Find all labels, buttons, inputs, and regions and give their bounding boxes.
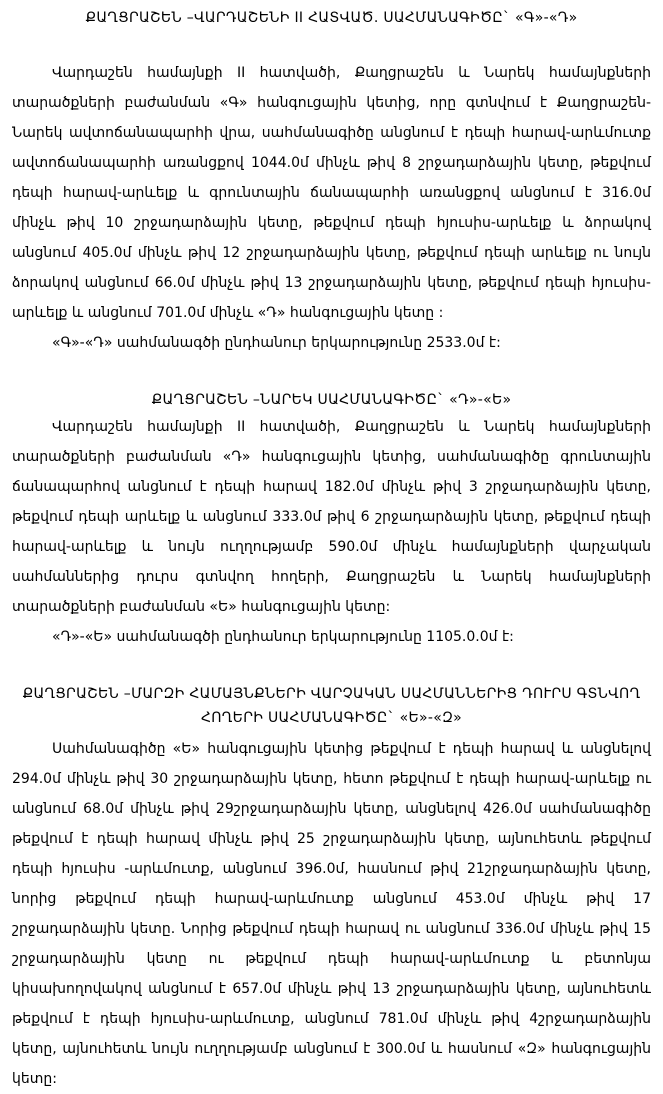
section-3-heading-line-2: ՀՈՂԵՐԻ ՍԱՀՄԱՆԱԳԻԾԸ` «Ե»-«Զ» (200, 710, 463, 726)
section-3-body: Սահմանագիծը «Ե» հանգուցային կետից թեքվում է դեպի հարավ և անցնելով 294.0մ մինչև թիվ 30 շրջադարձային կետը, հետո թեքվում է դեպի հարավ-արևելք ու անցնում 68.0մ մինչև թիվ 29շրջադարձային կետը, անցնելով 426.0մ սահմանագիծը թեքվում է դեպի հարավ մինչև թիվ 25 շրջադարձային կետը, այնուհետև թեքվում դեպի հյուսիս -արևմուտք, անցնում 396.0մ, հասնում թիվ 21շրջադարձային կետը, նորից թեքվում դեպի հարավ-արևմուտք անցնում 453.0մ մինչև թիվ 17 շրջադարձային կետը. Նորից թեքվում դեպի հարավ ու անցնում 336.0մ մինչև թիվ 15 շրջադարձային կետը ու թեքվում դեպի հարավ-արևմուտք և բետոնյա կիսախողովակով անցնում է 657.0մ մինչև թիվ 13 շրջադարձային կետը, այնուհետև թեքվում է դեպի հյուսիս-արևմուտք, անցնում 781.0մ մինչև թիվ 4շրջադարձային կետը, այնուհետև նույն ուղղությամբ անցնում է 300.0մ և հասնում «Զ» հանգուցային կետը: (12, 741, 651, 1087)
section-2-heading: ՔԱՂՑՐԱՇԵՆ –ՆԱՐԵԿ ՍԱՀՄԱՆԱԳԻԾԸ` «Դ»-«Ե» (151, 392, 512, 408)
section-1-heading: ՔԱՂՑՐԱՇԵՆ –ՎԱՐԴԱՇԵՆԻ II ՀԱՏՎԱԾ. ՍԱՀՄԱՆԱԳԻԾԸ` «Գ»-«Դ» (85, 10, 578, 26)
section-1-body: Վարդաշեն համայնքի II հատվածի, Քաղցրաշեն և Նարեկ համայնքների տարածքների բաժանման «Գ» հանգուցային կետից, որը գտնվում է Քաղցրաշեն-Նարեկ ավտոճանապարհի վրա, սահմանագիծը անցնում է դեպի հարավ-արևմուտք ավտոճանապարհի առանցքով 1044.0մ մինչև թիվ 8 շրջադարձային կետը, թեքվում դեպի հարավ-արևելք և գրունտային ճանապարհի առանցքով անցնում է 316.0մ մինչև թիվ 10 շրջադարձային կետը, թեքվում դեպի հյուսիս-արևելք և ձորակով անցնում 405.0մ մինչև թիվ 12 շրջադարձային կետը, թեքվում դեպի արևելք ու նույն ձորակով անցնում 66.0մ մինչև թիվ 13 շրջադարձային կետը, թեքվում դեպի հյուսիս-արևելք և անցնում 701.0մ մինչև «Դ» հանգուցային կետը : (12, 65, 651, 321)
section-1 (12, 6, 651, 358)
section-3-heading-line-1: ՔԱՂՑՐԱՇԵՆ –ՄԱՐԶԻ ՀԱՄԱՅՆՔՆԵՐԻ ՎԱՐՉԱԿԱՆ ՍԱՀՄԱՆՆԵՐԻՑ ԴՈՒՐՍ ԳՏՆՎՈՂ (22, 686, 641, 702)
section-2-body: Վարդաշեն համայնքի II հատվածի, Քաղցրաշեն և Նարեկ համայնքների տարածքների բաժանման «Դ» հանգուցային կետից, սահմանագիծը գրունտային ճանապարհով անցնում է դեպի հարավ 182.0մ մինչև թիվ 3 շրջադարձային կետը, թեքվում դեպի արևելք և անցնում 333.0մ թիվ 6 շրջադարձային կետը, թեքվում դեպի հարավ-արևելք և նույն ուղղությամբ 590.0մ մինչև համայնքների վարչական սահմաններից դուրս գտնվող հողերի, Քաղցրաշեն և Նարեկ համայնքների տարածքների բաժանման «Ե» հանգուցային կետը: (12, 419, 651, 615)
section-2 (12, 388, 651, 652)
section-1-total: «Գ»-«Դ» սահմանագծի ընդհանուր երկարությունը 2533.0մ է: (52, 335, 501, 351)
section-3 (12, 682, 651, 1094)
section-2-total: «Դ»-«Ե» սահմանագծի ընդհանուր երկարությունը 1105.0.0մ է: (52, 629, 514, 645)
